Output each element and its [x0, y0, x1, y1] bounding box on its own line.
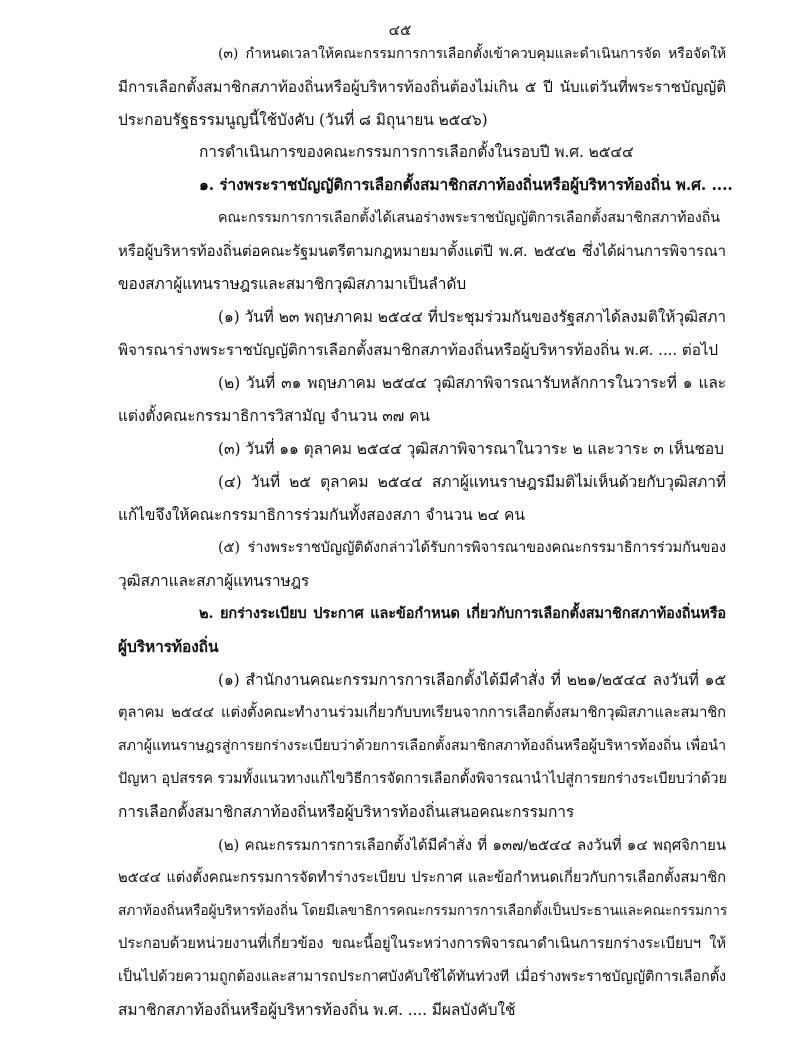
- section-heading: ผู้บริหารท้องถิ่น: [118, 637, 219, 656]
- text-line: ประกอบด้วยหน่วยงานที่เกี่ยวข้อง ขณะนี้อยู่ในระหว่างการพิจารณาดำเนินการยกร่างระเบียบฯ ให้: [118, 935, 726, 952]
- text-line: มีการเลือกตั้งสมาชิกสภาท้องถิ่นหรือผู้บริหารท้องถิ่นต้องไม่เกิน ๕ ปี นับแต่วันที่พระราชบัญญัติ: [118, 78, 726, 96]
- text-line: ตุลาคม ๒๕๔๔ แต่งตั้งคณะทำงานร่วมเกี่ยวกับบทเรียนจากการเลือกตั้งสมาชิกวุฒิสภาและสมาชิก: [118, 704, 726, 721]
- page-number: ๔๕: [388, 21, 412, 39]
- text-line: (๒) วันที่ ๓๑ พฤษภาคม ๒๕๔๔ วุฒิสภาพิจารณารับหลักการในวาระที่ ๑ และ: [218, 374, 726, 392]
- text-line: แต่งตั้งคณะกรรมาธิการวิสามัญ จำนวน ๓๗ คน: [118, 407, 430, 425]
- text-line: การดำเนินการของคณะกรรมการการเลือกตั้งในรอบปี พ.ศ. ๒๕๔๔: [199, 143, 634, 161]
- text-line: เป็นไปด้วยความถูกต้องและสามารถประกาศบังคับใช้ได้ทันท่วงที เมื่อร่างพระราชบัญญัติการเลือกตั้ง: [118, 969, 726, 985]
- text-line: ประกอบรัฐธรรมนูญนี้ใช้บังคับ (วันที่ ๘ มิถุนายน ๒๕๔๖): [118, 111, 488, 129]
- text-line: (๕) ร่างพระราชบัญญัติดังกล่าวได้รับการพิจารณาของคณะกรรมาธิการร่วมกันของ: [218, 540, 726, 556]
- section-heading: ๒. ยกร่างระเบียบ ประกาศ และข้อกำหนด เกี่ยวกับการเลือกตั้งสมาชิกสภาท้องถิ่นหรือ: [199, 605, 726, 622]
- text-line: ของสภาผู้แทนราษฎรและสมาชิกวุฒิสภามาเป็นลำดับ: [118, 275, 467, 293]
- text-line: วุฒิสภาและสภาผู้แทนราษฎร: [118, 572, 310, 590]
- text-line: (๑) สำนักงานคณะกรรมการการเลือกตั้งได้มีคำสั่ง ที่ ๒๒๑/๒๕๔๔ ลงวันที่ ๑๕: [218, 671, 726, 689]
- text-line: สภาผู้แทนราษฎรสู่การยกร่างระเบียบว่าด้วยการเลือกตั้งสมาชิกสภาท้องถิ่นหรือผู้บริหารท้องถิ่น เพื่อนำ: [118, 738, 726, 754]
- text-line: สมาชิกสภาท้องถิ่นหรือผู้บริหารท้องถิ่น พ.ศ. .... มีผลบังคับใช้: [118, 1001, 516, 1019]
- text-line: (๑) วันที่ ๒๓ พฤษภาคม ๒๕๔๔ ที่ประชุมร่วมกันของรัฐสภาได้ลงมติให้วุฒิสภา: [218, 308, 726, 326]
- text-line: พิจารณาร่างพระราชบัญญัติการเลือกตั้งสมาชิกสภาท้องถิ่นหรือผู้บริหารท้องถิ่น พ.ศ. .... ต่อไป: [118, 341, 718, 359]
- text-line: (๔) วันที่ ๒๕ ตุลาคม ๒๕๔๔ สภาผู้แทนราษฎรมีมติไม่เห็นด้วยกับวุฒิสภาที่: [218, 473, 726, 491]
- text-line: คณะกรรมการการเลือกตั้งได้เสนอร่างพระราชบัญญัติการเลือกตั้งสมาชิกสภาท้องถิ่น: [218, 210, 720, 226]
- text-line: ปัญหา อุปสรรค รวมทั้งแนวทางแก้ไขวิธีการจัดการเลือกตั้งพิจารณานำไปสู่การยกร่างระเบียบว่าด้วย: [118, 771, 727, 787]
- section-heading: ๑. ร่างพระราชบัญญัติการเลือกตั้งสมาชิกสภาท้องถิ่นหรือผู้บริหารท้องถิ่น พ.ศ. ....: [199, 175, 733, 194]
- text-line: หรือผู้บริหารท้องถิ่นต่อคณะรัฐมนตรีตามกฎหมายมาตั้งแต่ปี พ.ศ. ๒๕๔๒ ซึ่งได้ผ่านการพิจารณา: [118, 242, 726, 260]
- text-line: ๒๕๔๔ แต่งตั้งคณะกรรมการจัดทำร่างระเบียบ ประกาศ และข้อกำหนดเกี่ยวกับการเลือกตั้งสมาชิก: [118, 869, 726, 886]
- text-line: สภาท้องถิ่นหรือผู้บริหารท้องถิ่น โดยมีเลขาธิการคณะกรรมการการเลือกตั้งเป็นประธานและคณะกรรมการ: [118, 903, 728, 919]
- text-line: (๓) วันที่ ๑๑ ตุลาคม ๒๕๔๔ วุฒิสภาพิจารณาในวาระ ๒ และวาระ ๓ เห็นชอบ: [218, 440, 724, 458]
- text-line: แก้ไขจึงให้คณะกรรมาธิการร่วมกันทั้งสองสภา จำนวน ๒๔ คน: [118, 506, 525, 524]
- text-line: (๓) กำหนดเวลาให้คณะกรรมการการเลือกตั้งเข้าควบคุมและดำเนินการจัด หรือจัดให้: [218, 46, 726, 62]
- text-line: (๒) คณะกรรมการการเลือกตั้งได้มีคำสั่ง ที่ ๑๓๗/๒๕๔๔ ลงวันที่ ๑๔ พฤศจิกายน: [218, 836, 726, 854]
- text-line: การเลือกตั้งสมาชิกสภาท้องถิ่นหรือผู้บริหารท้องถิ่นเสนอคณะกรรมการ: [118, 803, 575, 821]
